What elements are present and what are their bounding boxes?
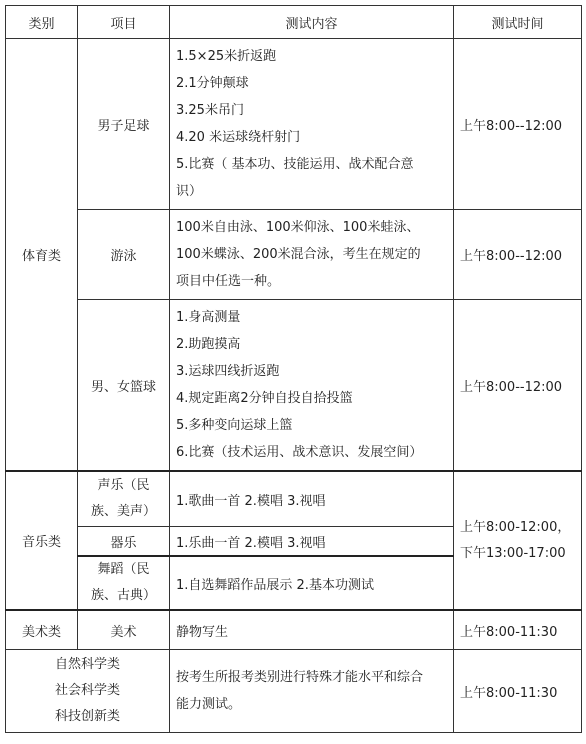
content-line: 2.1分钟颠球 bbox=[176, 76, 249, 91]
time-football: 上午8:00--12:00 bbox=[454, 39, 582, 210]
content-science bbox=[170, 650, 454, 733]
content-instrument: 1.乐曲一首 2.模唱 3.视唱 bbox=[170, 527, 454, 557]
item-art: 美术 bbox=[78, 610, 170, 650]
content-football bbox=[170, 39, 454, 210]
content-line: 2.助跑摸高 bbox=[176, 337, 241, 352]
time-music bbox=[454, 471, 582, 610]
item-line: 声乐（民 bbox=[97, 478, 150, 493]
item-football: 男子足球 bbox=[78, 39, 170, 210]
item-vocal bbox=[78, 471, 170, 527]
item-swim: 游泳 bbox=[78, 210, 170, 300]
table-row bbox=[6, 300, 582, 472]
content-line: 4.20 米运球绕杆射门 bbox=[176, 130, 301, 145]
item-dance bbox=[78, 556, 170, 610]
content-line: 3.运球四线折返跑 bbox=[176, 364, 280, 379]
content-line: 100米自由泳、100米仰泳、100米蛙泳、 bbox=[176, 220, 420, 235]
content-basketball bbox=[170, 300, 454, 472]
header-time: 测试时间 bbox=[454, 6, 582, 39]
item-instrument: 器乐 bbox=[78, 527, 170, 557]
header-item: 项目 bbox=[78, 6, 170, 39]
table-row bbox=[6, 210, 582, 300]
item-line: 族、古典） bbox=[90, 588, 156, 603]
time-line: 下午13:00-17:00 bbox=[460, 545, 566, 561]
content-line: 4.规定距离2分钟自投自拾投篮 bbox=[176, 391, 353, 406]
table-row bbox=[6, 39, 582, 210]
category-music: 音乐类 bbox=[6, 471, 78, 610]
category-line: 科技创新类 bbox=[54, 709, 120, 724]
content-line: 能力测试。 bbox=[176, 697, 242, 712]
content-line: 1.5×25米折返跑 bbox=[176, 49, 277, 64]
table-row bbox=[6, 471, 582, 527]
content-line: 5.比赛（ 基本功、技能运用、战术配合意 bbox=[176, 157, 414, 172]
time-basketball: 上午8:00--12:00 bbox=[454, 300, 582, 472]
table-row bbox=[6, 650, 582, 733]
category-line: 社会科学类 bbox=[54, 683, 120, 698]
content-line: 项目中任选一种。 bbox=[176, 274, 281, 289]
item-line: 舞蹈（民 bbox=[97, 562, 150, 577]
item-basketball: 男、女篮球 bbox=[78, 300, 170, 472]
content-art: 静物写生 bbox=[170, 610, 454, 650]
category-art: 美术类 bbox=[6, 610, 78, 650]
content-vocal: 1.歌曲一首 2.模唱 3.视唱 bbox=[170, 471, 454, 527]
content-line: 3.25米吊门 bbox=[176, 103, 244, 118]
content-line: 识） bbox=[176, 184, 203, 199]
time-line: 上午8:00-12:00， bbox=[460, 519, 571, 535]
time-art: 上午8:00-11:30 bbox=[454, 610, 582, 650]
category-science bbox=[6, 650, 170, 733]
header-row bbox=[6, 6, 582, 39]
header-content: 测试内容 bbox=[170, 6, 454, 39]
table-row bbox=[6, 610, 582, 650]
time-swim: 上午8:00--12:00 bbox=[454, 210, 582, 300]
category-line: 自然科学类 bbox=[54, 657, 120, 672]
content-line: 1.身高测量 bbox=[176, 310, 241, 325]
exam-table bbox=[5, 5, 582, 733]
content-line: 按考生所报考类别进行特殊才能水平和综合 bbox=[176, 670, 424, 685]
content-dance: 1.自选舞蹈作品展示 2.基本功测试 bbox=[170, 556, 454, 610]
time-science: 上午8:00-11:30 bbox=[454, 650, 582, 733]
content-line: 6.比赛（技术运用、战术意识、发展空间） bbox=[176, 445, 423, 460]
item-line: 族、美声） bbox=[90, 504, 156, 519]
header-category: 类别 bbox=[6, 6, 78, 39]
content-line: 5.多种变向运球上篮 bbox=[176, 418, 293, 433]
content-swim bbox=[170, 210, 454, 300]
content-line: 100米蝶泳、200米混合泳，考生在规定的 bbox=[176, 247, 421, 262]
category-sports: 体育类 bbox=[6, 39, 78, 472]
